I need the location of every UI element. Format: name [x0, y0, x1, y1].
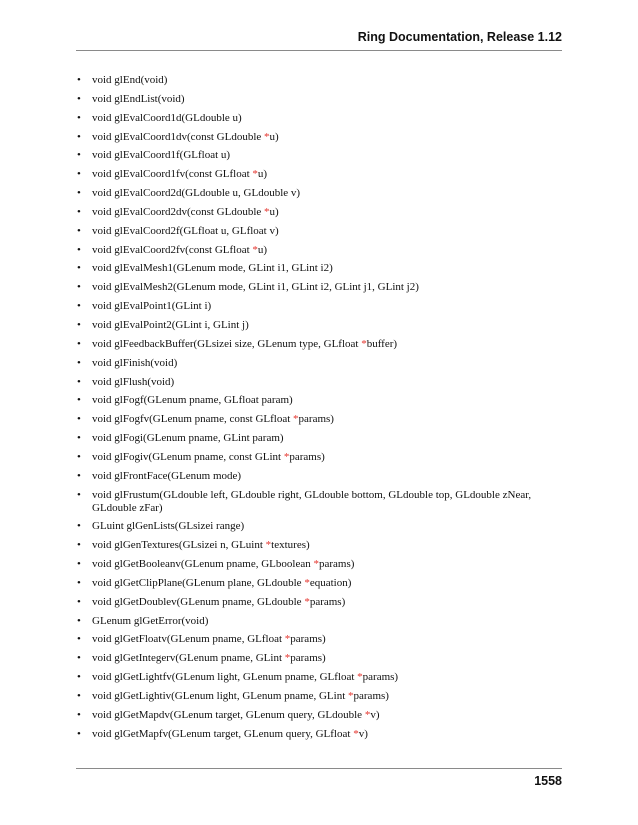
signature-text: v): [370, 708, 380, 721]
signature-text: params): [290, 633, 326, 646]
signature-text: void glEvalCoord2fv(const GLfloat: [92, 243, 253, 256]
pointer-asterisk: *: [293, 413, 299, 426]
pointer-asterisk: *: [353, 727, 359, 740]
signature-text: params): [309, 595, 346, 608]
list-item: [76, 376, 566, 389]
list-item: [76, 225, 566, 238]
signature-text: u): [269, 130, 279, 143]
list-item: [76, 489, 566, 515]
bullet-icon: •: [77, 488, 81, 501]
list-item: [76, 149, 566, 162]
list-item: [76, 262, 566, 275]
list-item: [76, 539, 566, 552]
pointer-asterisk: *: [313, 558, 319, 571]
signature-text: params): [290, 652, 326, 665]
signature-text: void glEvalCoord1fv(const GLfloat: [92, 168, 253, 181]
pointer-asterisk: *: [357, 671, 363, 684]
signature-text: buffer): [366, 337, 398, 350]
bullet-icon: •: [77, 187, 81, 200]
list-item: [76, 728, 566, 741]
list-item: [76, 74, 566, 87]
bullet-icon: •: [77, 224, 81, 237]
bullet-icon: •: [77, 394, 81, 407]
bullet-icon: •: [77, 671, 81, 684]
signature-text: GLuint glGenLists(GLsizei range): [92, 520, 245, 533]
pointer-asterisk: *: [252, 168, 258, 181]
bullet-icon: •: [77, 356, 81, 369]
bullet-icon: •: [77, 727, 81, 740]
signature-text: void glEvalCoord2dv(const GLdouble: [92, 205, 265, 218]
list-item: [76, 131, 566, 144]
signature-text: void glEvalMesh1(GLenum mode, GLint i1, GLint i2): [92, 262, 333, 275]
signature-text: equation): [309, 576, 352, 589]
signature-text: void glFlush(void): [92, 375, 175, 388]
pointer-asterisk: *: [304, 595, 310, 608]
signature-text: void glFinish(void): [92, 356, 178, 369]
signature-text: void glFogf(GLenum pname, GLfloat param): [92, 394, 293, 407]
signature-text: v): [358, 727, 368, 740]
bullet-icon: •: [77, 92, 81, 105]
list-item: [76, 413, 566, 426]
signature-text: u): [257, 243, 268, 256]
signature-text: void glGetMapdv(GLenum target, GLenum query, GLdouble: [92, 708, 365, 721]
bullet-icon: •: [77, 708, 81, 721]
list-item: [76, 451, 566, 464]
page-number: 1558: [534, 774, 562, 788]
signature-text: void glGenTextures(GLsizei n, GLuint: [92, 539, 266, 552]
bullet-icon: •: [77, 652, 81, 665]
signature-text: void glFrontFace(GLenum mode): [92, 469, 242, 482]
signature-text: params): [353, 690, 389, 702]
list-item: [76, 357, 566, 370]
list-item: [76, 394, 566, 407]
pointer-asterisk: *: [348, 690, 354, 702]
signature-text: void glGetIntegerv(GLenum pname, GLint: [92, 652, 285, 665]
bullet-icon: •: [77, 558, 81, 571]
running-header: Ring Documentation, Release 1.12: [357, 30, 562, 44]
bullet-icon: •: [77, 318, 81, 331]
list-item: [76, 577, 566, 590]
bullet-icon: •: [77, 300, 81, 313]
bullet-icon: •: [77, 205, 81, 218]
signature-text: params): [289, 450, 325, 463]
signature-text: void glFogfv(GLenum pname, const GLfloat: [92, 413, 294, 426]
list-item: [76, 112, 566, 125]
signature-text: void glEvalCoord1dv(const GLdouble: [92, 130, 265, 143]
signature-text: void glFrustum(GLdouble left, GLdouble right, GLdouble bottom, GLdouble top, GLdouble zNear, GLdouble zFar): [92, 488, 532, 514]
signature-text: void glGetClipPlane(GLenum plane, GLdouble: [92, 576, 305, 589]
signature-text: u): [269, 205, 279, 218]
list-item: [76, 652, 566, 665]
header-divider: [76, 50, 562, 51]
bullet-icon: •: [77, 576, 81, 589]
bullet-icon: •: [77, 633, 81, 646]
signature-text: void glEvalPoint1(GLint i): [92, 300, 212, 313]
pointer-asterisk: *: [252, 243, 258, 256]
bullet-icon: •: [77, 74, 81, 86]
list-item: [76, 281, 566, 294]
signature-text: void glEvalCoord2d(GLdouble u, GLdouble v): [92, 187, 301, 200]
list-item: [76, 300, 566, 313]
signature-text: params): [298, 413, 334, 426]
list-item: [76, 596, 566, 609]
bullet-icon: •: [77, 469, 81, 482]
pointer-asterisk: *: [284, 652, 291, 665]
list-item: [76, 168, 566, 181]
bullet-icon: •: [77, 111, 81, 124]
signature-text: void glGetLightiv(GLenum light, GLenum pname, GLint: [92, 690, 349, 702]
signature-text: void glEnd(void): [92, 74, 168, 86]
bullet-icon: •: [77, 281, 81, 294]
bullet-icon: •: [77, 149, 81, 162]
bullet-icon: •: [77, 450, 81, 463]
signature-text: void glFogi(GLenum pname, GLint param): [92, 432, 284, 445]
bullet-icon: •: [77, 690, 81, 702]
pointer-asterisk: *: [265, 539, 272, 552]
bullet-icon: •: [77, 432, 81, 445]
bullet-icon: •: [77, 262, 81, 275]
list-item: [76, 432, 566, 445]
signature-text: textures): [271, 539, 310, 552]
list-item: [76, 520, 566, 533]
signature-text: void glFogiv(GLenum pname, const GLint: [92, 450, 284, 463]
list-item: [76, 615, 566, 628]
bullet-icon: •: [77, 413, 81, 426]
signature-text: void glFeedbackBuffer(GLsizei size, GLenum type, GLfloat: [92, 337, 362, 350]
list-item: [76, 206, 566, 219]
signature-text: params): [362, 671, 399, 684]
list-item: [76, 558, 566, 571]
list-item: [76, 187, 566, 200]
signature-text: void glEvalCoord1d(GLdouble u): [92, 111, 242, 124]
bullet-icon: •: [77, 595, 81, 608]
bullet-icon: •: [77, 375, 81, 388]
bullet-icon: •: [77, 168, 81, 181]
pointer-asterisk: *: [304, 576, 310, 589]
signature-text: void glGetBooleanv(GLenum pname, GLboolean: [92, 558, 314, 571]
list-item: [76, 690, 566, 703]
signature-text: GLenum glGetError(void): [92, 614, 209, 627]
pointer-asterisk: *: [284, 633, 291, 646]
pointer-asterisk: *: [361, 337, 367, 350]
pointer-asterisk: *: [264, 130, 270, 143]
bullet-icon: •: [77, 243, 81, 256]
signature-text: void glGetDoublev(GLenum pname, GLdouble: [92, 595, 305, 608]
signature-text: void glEndList(void): [92, 92, 185, 105]
function-list: [76, 74, 566, 747]
list-item: [76, 709, 566, 722]
bullet-icon: •: [77, 337, 81, 350]
bullet-icon: •: [77, 539, 81, 552]
signature-text: void glGetFloatv(GLenum pname, GLfloat: [92, 633, 285, 646]
footer-divider: [76, 768, 562, 769]
signature-text: void glEvalPoint2(GLint i, GLint j): [92, 318, 249, 331]
signature-text: void glGetMapfv(GLenum target, GLenum query, GLfloat: [92, 727, 354, 740]
list-item: [76, 244, 566, 257]
signature-text: params): [318, 558, 355, 571]
signature-text: void glGetLightfv(GLenum light, GLenum pname, GLfloat: [92, 671, 358, 684]
pointer-asterisk: *: [364, 708, 371, 721]
bullet-icon: •: [77, 614, 81, 627]
bullet-icon: •: [77, 130, 81, 143]
list-item: [76, 93, 566, 106]
signature-text: void glEvalMesh2(GLenum mode, GLint i1, GLint i2, GLint j1, GLint j2): [92, 281, 419, 294]
list-item: [76, 319, 566, 332]
list-item: [76, 470, 566, 483]
list-item: [76, 671, 566, 684]
signature-text: u): [257, 168, 268, 181]
pointer-asterisk: *: [283, 450, 290, 463]
list-item: [76, 338, 566, 351]
signature-text: void glEvalCoord1f(GLfloat u): [92, 149, 231, 162]
pointer-asterisk: *: [264, 205, 270, 218]
signature-text: void glEvalCoord2f(GLfloat u, GLfloat v): [92, 224, 279, 237]
list-item: [76, 633, 566, 646]
bullet-icon: •: [77, 520, 81, 533]
